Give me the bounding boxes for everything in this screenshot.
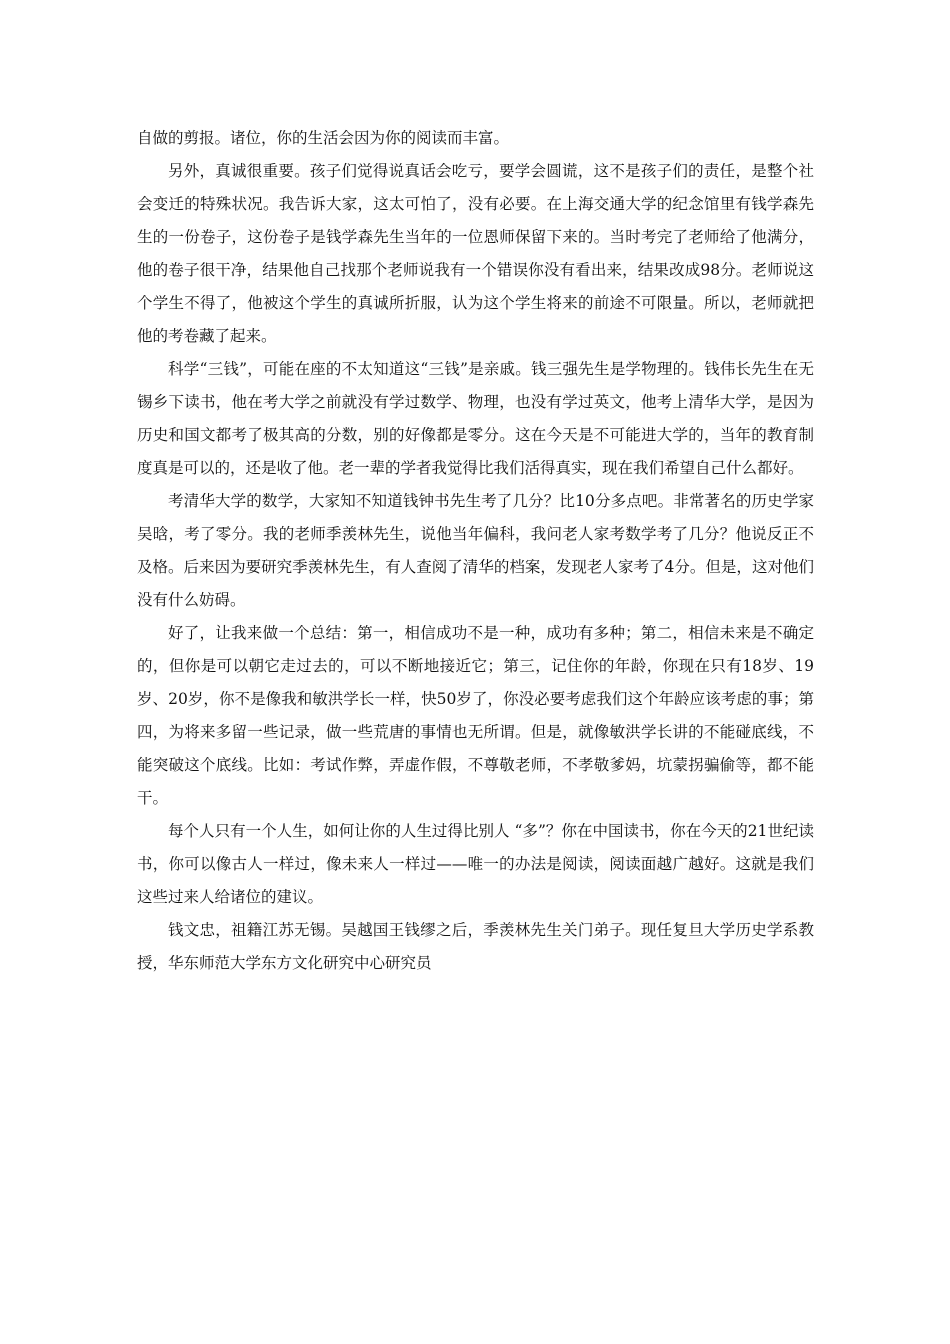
paragraph-math-scores: 考清华大学的数学，大家知不知道钱钟书先生考了几分？比10分多点吧。非常著名的历史学家吴晗，考了零分。我的老师季羡林先生，说他当年偏科，我问老人家考数学考了几分？他说反正不及格。后来因为要研究季羡林先生，有人查阅了清华的档案，发现老人家考了4分。但是，这对他们没有什么妨碍。 [137, 492, 814, 609]
article-body [137, 122, 814, 980]
paragraph-continuation: 自做的剪报。诸位，你的生活会因为你的阅读而丰富。 [137, 129, 510, 147]
paragraph-sincerity: 另外，真诚很重要。孩子们觉得说真话会吃亏，要学会圆谎，这不是孩子们的责任，是整个社会变迁的特殊状况。我告诉大家，这太可怕了，没有必要。在上海交通大学的纪念馆里有钱学森先生的一份卷子，这份卷子是钱学森先生当年的一位恩师保留下来的。当时考完了老师给了他满分，他的卷子很干净，结果他自己找那个老师说我有一个错误你没有看出来，结果改成98分。老师说这个学生不得了，他被这个学生的真诚所折服，认为这个学生将来的前途不可限量。所以，老师就把他的考卷藏了起来。 [137, 162, 814, 345]
paragraph-summary: 好了，让我来做一个总结：第一，相信成功不是一种，成功有多种；第二，相信未来是不确定的，但你是可以朝它走过去的，可以不断地接近它；第三，记住你的年龄，你现在只有18岁、19岁、20岁，你不是像我和敏洪学长一样，快50岁了，你没必要考虑我们这个年龄应该考虑的事；第四，为将来多留一些记录，做一些荒唐的事情也无所谓。但是，就像敏洪学长讲的不能碰底线，不能突破这个底线。比如：考试作弊，弄虚作假，不尊敬老师，不孝敬爹妈，坑蒙拐骗偷等，都不能干。 [137, 624, 814, 807]
paragraph-author-bio: 钱文忠，祖籍江苏无锡。吴越国王钱缪之后，季羡林先生关门弟子。现任复旦大学历史学系教授，华东师范大学东方文化研究中心研究员 [137, 921, 814, 972]
paragraph-three-qians: 科学“三钱”，可能在座的不太知道这“三钱”是亲戚。钱三强先生是学物理的。钱伟长先生在无锡乡下读书，他在考大学之前就没有学过数学、物理，也没有学过英文，他考上清华大学，是因为历史和国文都考了极其高的分数，别的好像都是零分。这在今天是不可能进大学的，当年的教育制度真是可以的，还是收了他。老一辈的学者我觉得比我们活得真实，现在我们希望自己什么都好。 [137, 360, 814, 477]
paragraph-reading-advice: 每个人只有一个人生，如何让你的人生过得比别人 “多”？你在中国读书，你在今天的21世纪读书，你可以像古人一样过，像未来人一样过——唯一的办法是阅读，阅读面越广越好。这就是我们这些过来人给诸位的建议。 [137, 822, 814, 906]
